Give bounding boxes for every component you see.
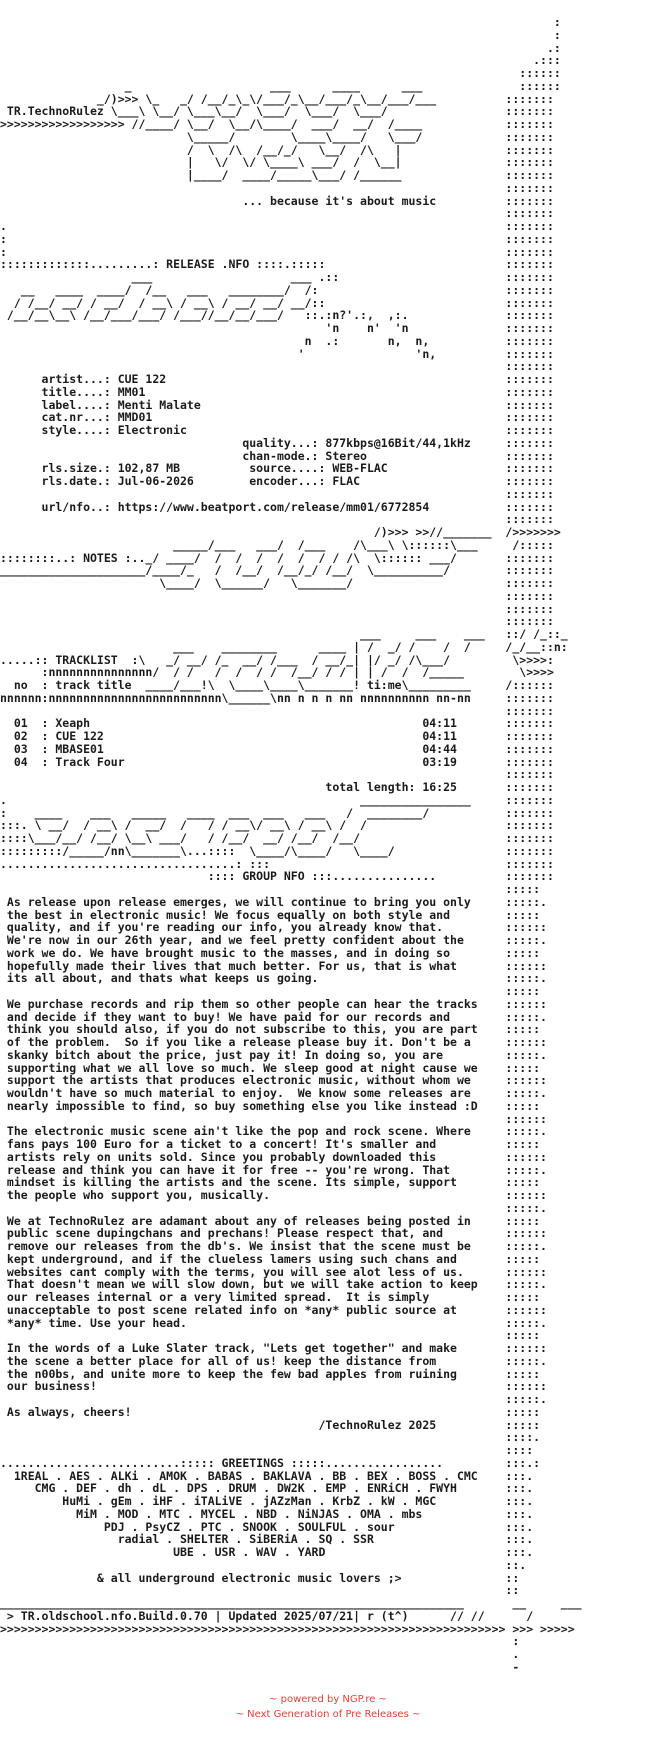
nfo-text: : : .: .::: :::::: _ ___ ____ ___ :::::: _/)>>> \_ _/ /__/_\_\/___/_\__/___/_\__/___/___ ::::::: TR.TechnoRulez \___\ \__/ \___\__/ \___/ \___/ \___/ ::::::: >>>>>>>>>>>>>>>>>> //____/ \__/ \__/\____/ ___/ __/ /____ ::::::: \_____/ \____\____/ \___/ ::::::: / \ /\ /__/_/ \__/ /\ | ::::::: | \/ \/ \____\ ___/ / \__| ::::::: |____/ ____/_____\___/ /______ ::::::: ::::::: ... because it's about music ::::::: ::::::: . ::::::: : ::::::: : ::::::: :::::::::::::.........: RELEASE .NFO ::::.::::: ::::::: ___ ___ .:: ::::::: __ ____ ____/ /__ ___ ________/ /: ::::::: / /__/ __/ / __/ / __\ / __\ / __/ __/ __/:: ::::::: /__/__\__\ /__/___/___/ /___//__/__/___/ ::.:n?'.:, ,:. ::::::: 'n n' 'n ::::::: n .: n, n, ::::::: ' 'n, ::::::: ::::::: artist...: CUE 122 ::::::: title....: MM01 ::::::: label....: Menti Malate ::::::: cat.nr...: MMD01 ::::::: style....: Electronic ::::::: quality...: 877kbps@16Bit/44,1kHz ::::::: chan-mode.: Stereo ::::::: rls.size.: 102,87 MB source....: WEB-FLAC ::::::: rls.date.: Jul-06-2026 encoder...: FLAC ::::::: ::::::: url/nfo..: https://www.beatport.com/release/mm01/6772854 ::::::: ::::::: /)>>> >>//_______ />>>>>>> _____/___ ___/ /___ /\___\ \::::::\___ /::::: ::::::::..: NOTES :.._/ ____/ / / / / / / / /\ \:::::: ___/ ::::::: _____________________/____/_ / /__/ /__/_/ /__/ \__________/ ::::::: \____/ \______/ \_______/ ::::::: ::::::: ::::::: ::::::: ___ ___ ___ ::/ /_::_ ___ ________ ____ | / _/ / / / /_/__::n: .....:: TRACKLIST :\ _/ __/ /_ __/ /___ / __/_| |/ _/ /\___/ \>>>>: :nnnnnnnnnnnnnnn/ / / / / / / /__/ / / | | / / /_____ \>>>> no : track title ____/___!\ \____\____\_______! ti:me\_________ /:::::: nnnnnn:nnnnnnnnnnnnnnnnnnnnnnnnn\______\nn n n n nn nnnnnnnnnn nn-nn ::::::: ::::::: 01 : Xeaph 04:11 ::::::: 02 : CUE 122 04:11 ::::::: 03 : MBASE01 04:44 ::::::: 04 : Track Four 03:19 ::::::: ::::::: total length: 16:25 ::::::: . ________________ ::::::: : ____ ___ _____ ____ ___ ___ ___ / ________/ ::::::: :::. \ __/ / __\ / __/ / / / __\/ __\ / __\ / / ::::::: ::::\___/__/ /__/ \__\ ___/ / /__/ __/ /__/ /__/ ::::::: :::::::::/_____/nn\_______\...:::: \____/\____/ \____/ ::::::: ..................................: ::: ::::::: :::: GROUP NFO :::............... ::::::: ::::: As release upon release emerges, we will continue to bring you only :::::. the best in electronic music! We focus equally on both style and ::::: quality, and if you're reading our info, you already know that. :::::: We're now in our 26th year, and we feel pretty confident about the :::::. work we do. We have brought music to the masses, and in doing so ::::: hopefully made their lives that much better. For us, that is what :::::: its all about, and thats what keeps us going. :::::. ::::: We purchase records and rip them so other people can hear the tracks :::::: and decide if they want to buy! We have paid for our records and :::::. think you should also, if you do not subscribe to this, you are part ::::: of the problem. So if you like a release please buy it. Don't be a :::::: skanky bitch about the price, just pay it! In doing so, you are :::::. supporting what we all love so much. We sleep good at night cause we ::::: support the artists that produces electronic music, without whom we :::::: wouldn't have so much material to enjoy. We know some releases are :::::. nearly impossible to find, so buy something else you like instead :D ::::: :::::: The electronic music scene ain't like the pop and rock scene. Where :::::. fans pays 100 Euro for a ticket to a concert! It's smaller and ::::: artists rely on units sold. Since you probably downloaded this :::::: release and think you can have it for free -- you're wrong. That :::::. mindset is killing the artists and the scene. Its simple, support ::::: the people who support you, musically. :::::: :::::. We at TechnoRulez are adamant about any of releases being posted in ::::: public scene dupingchans and prechans! Please respect that, and :::::: remove our releases from the db's. We insist that the scene must be :::::. kept underground, and if the clueless lamers using such chans and ::::: websites cant comply with the terms, you will see alot less of us. :::::: That doesn't mean we will slow down, but we will take action to keep :::::. our releases internal or a very limited spread. It is simply ::::: unacceptable to post scene related info on *any* public source at :::::: *any* time. Use your head. :::::. ::::: In the words of a Luke Slater track, "Lets get together" and make :::::: the scene a better place for all of us! keep the distance from :::::. the n00bs, and unite more to keep the few bad apples from ruining ::::: our business! :::::: :::::. As always, cheers! ::::: /TechnoRulez 2025 ::::: ::::. :::: ..........................::::: GREETINGS :::::................. :::.: 1REAL . AES . ALKi . AMOK . BABAS . BAKLAVA . BB . BEX . BOSS . CMC :::. CMG . DEF . dh . dL . DPS . DRUM . DW2K . EMP . ENRiCH . FWYH :::. HuMi . gEm . iHF . iTALiVE . jAZzMan . KrbZ . kW . MGC :::. MiM . MOD . MTC . MYCEL . NBD . NiNJAS . OMA . mbs :::. PDJ . PsyCZ . PTC . SNOOK . SOULFUL . sour :::. radial . SHELTER . SiBERiA . SQ . SSR :::. UBE . USR . WAV . YARD :::. ::. & all underground electronic music lovers ;> :: :: ___________________________________________________________________ __ ___ > TR.oldschool.nfo.Build.0.70 | Updated 2025/07/21| r (t^) // // / >>>>>>>>>>>>>>>>>>>>>>>>>>>>>>>>>>>>>>>>>>>>>>>>>>>>>>>>>>>>>>>>>>>>>>>>> >>> >>>>> : . - bbox=[0, 15, 582, 1674]
powered-by-link[interactable]: ~ powered by NGP.re ~ bbox=[269, 1694, 387, 1705]
powered-by-subtitle: ~ Next Generation of Pre Releases ~ bbox=[235, 1709, 421, 1720]
powered-by-footer bbox=[0, 1692, 656, 1722]
